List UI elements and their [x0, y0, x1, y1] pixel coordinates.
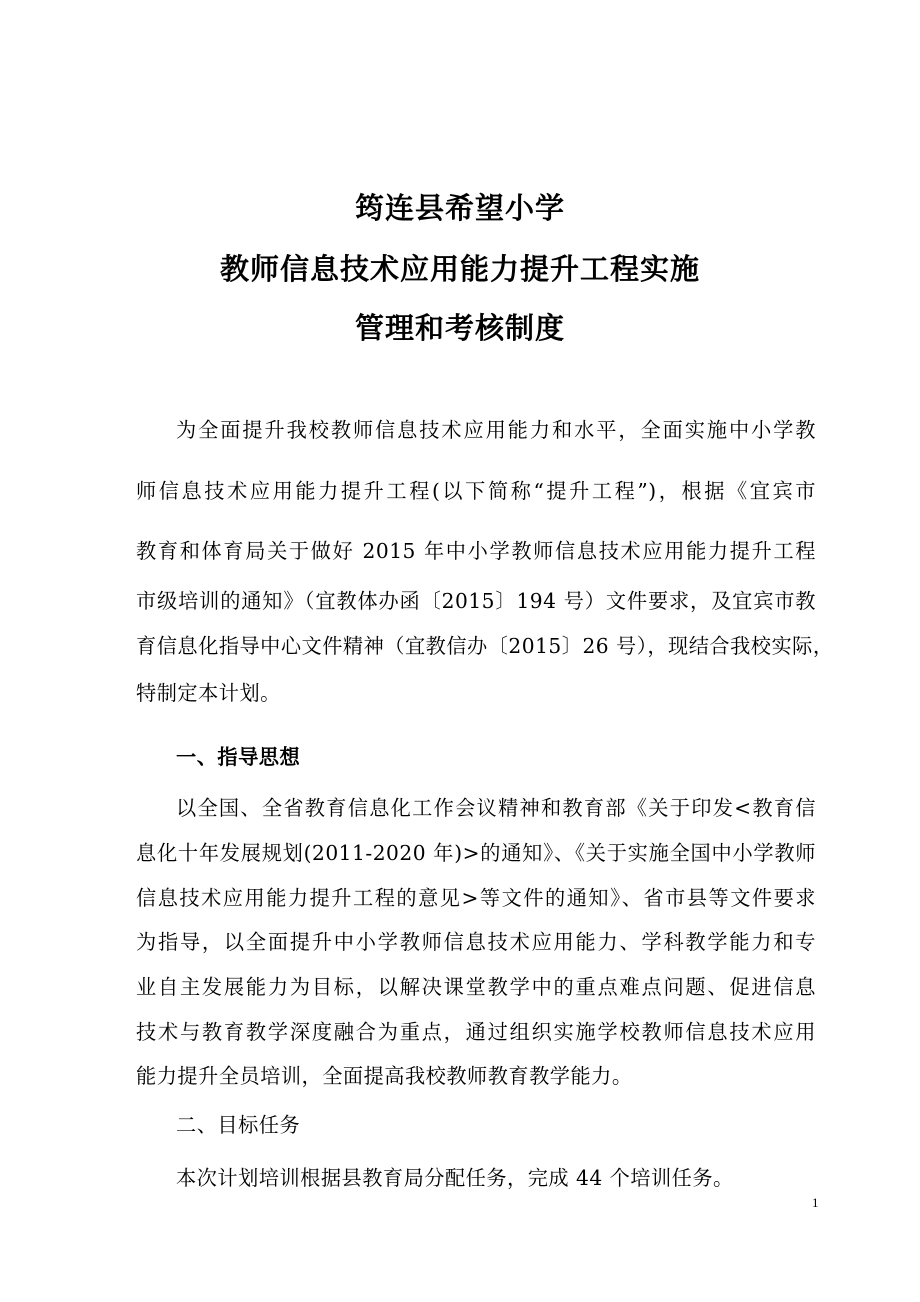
section1-line-1: 以全国、全省教育信息化工作会议精神和教育部《关于印发<教育信: [176, 796, 816, 820]
title-regulation: 管理和考核制度: [354, 311, 565, 345]
intro-line-3: 教育和体育局关于做好 2015 年中小学教师信息技术应用能力提升工程: [136, 539, 816, 563]
section1-line-4: 为指导，以全面提升中小学教师信息技术应用能力、学科教学能力和专: [136, 930, 816, 954]
intro-line-1: 为全面提升我校教师信息技术应用能力和水平，全面实施中小学教: [176, 418, 816, 442]
section1-line-7: 能力提升全员培训，全面提高我校教师教育教学能力。: [136, 1064, 633, 1088]
section-heading-goals-tasks: 二、目标任务: [176, 1113, 301, 1137]
title-project: 教师信息技术应用能力提升工程实施: [219, 252, 700, 286]
section2-line-1: 本次计划培训根据县教育局分配任务，完成 44 个培训任务。: [176, 1166, 734, 1190]
section1-line-3: 信息技术应用能力提升工程的意见>等文件的通知》、省市县等文件要求: [136, 886, 816, 910]
section-heading-guiding-ideology: 一、指导思想: [176, 745, 301, 769]
intro-line-6: 特制定本计划。: [136, 681, 281, 705]
intro-line-4: 市级培训的通知》（宜教体办函〔2015〕194 号）文件要求，及宜宾市教: [136, 589, 816, 613]
section1-line-5: 业自主发展能力为目标，以解决课堂教学中的重点难点问题、促进信息: [136, 975, 816, 999]
section1-line-6: 技术与教育教学深度融合为重点，通过组织实施学校教师信息技术应用: [136, 1020, 816, 1044]
intro-line-5: 育信息化指导中心文件精神（宜教信办〔2015〕26 号），现结合我校实际，: [136, 634, 834, 658]
section1-line-2: 息化十年发展规划(2011-2020 年)>的通知》、《关于实施全国中小学教师: [136, 841, 816, 865]
title-school: 筠连县希望小学: [354, 191, 565, 225]
intro-line-2: 师信息技术应用能力提升工程(以下简称“提升工程”)，根据《宜宾市: [136, 479, 816, 503]
page-number: 1: [812, 1195, 819, 1210]
